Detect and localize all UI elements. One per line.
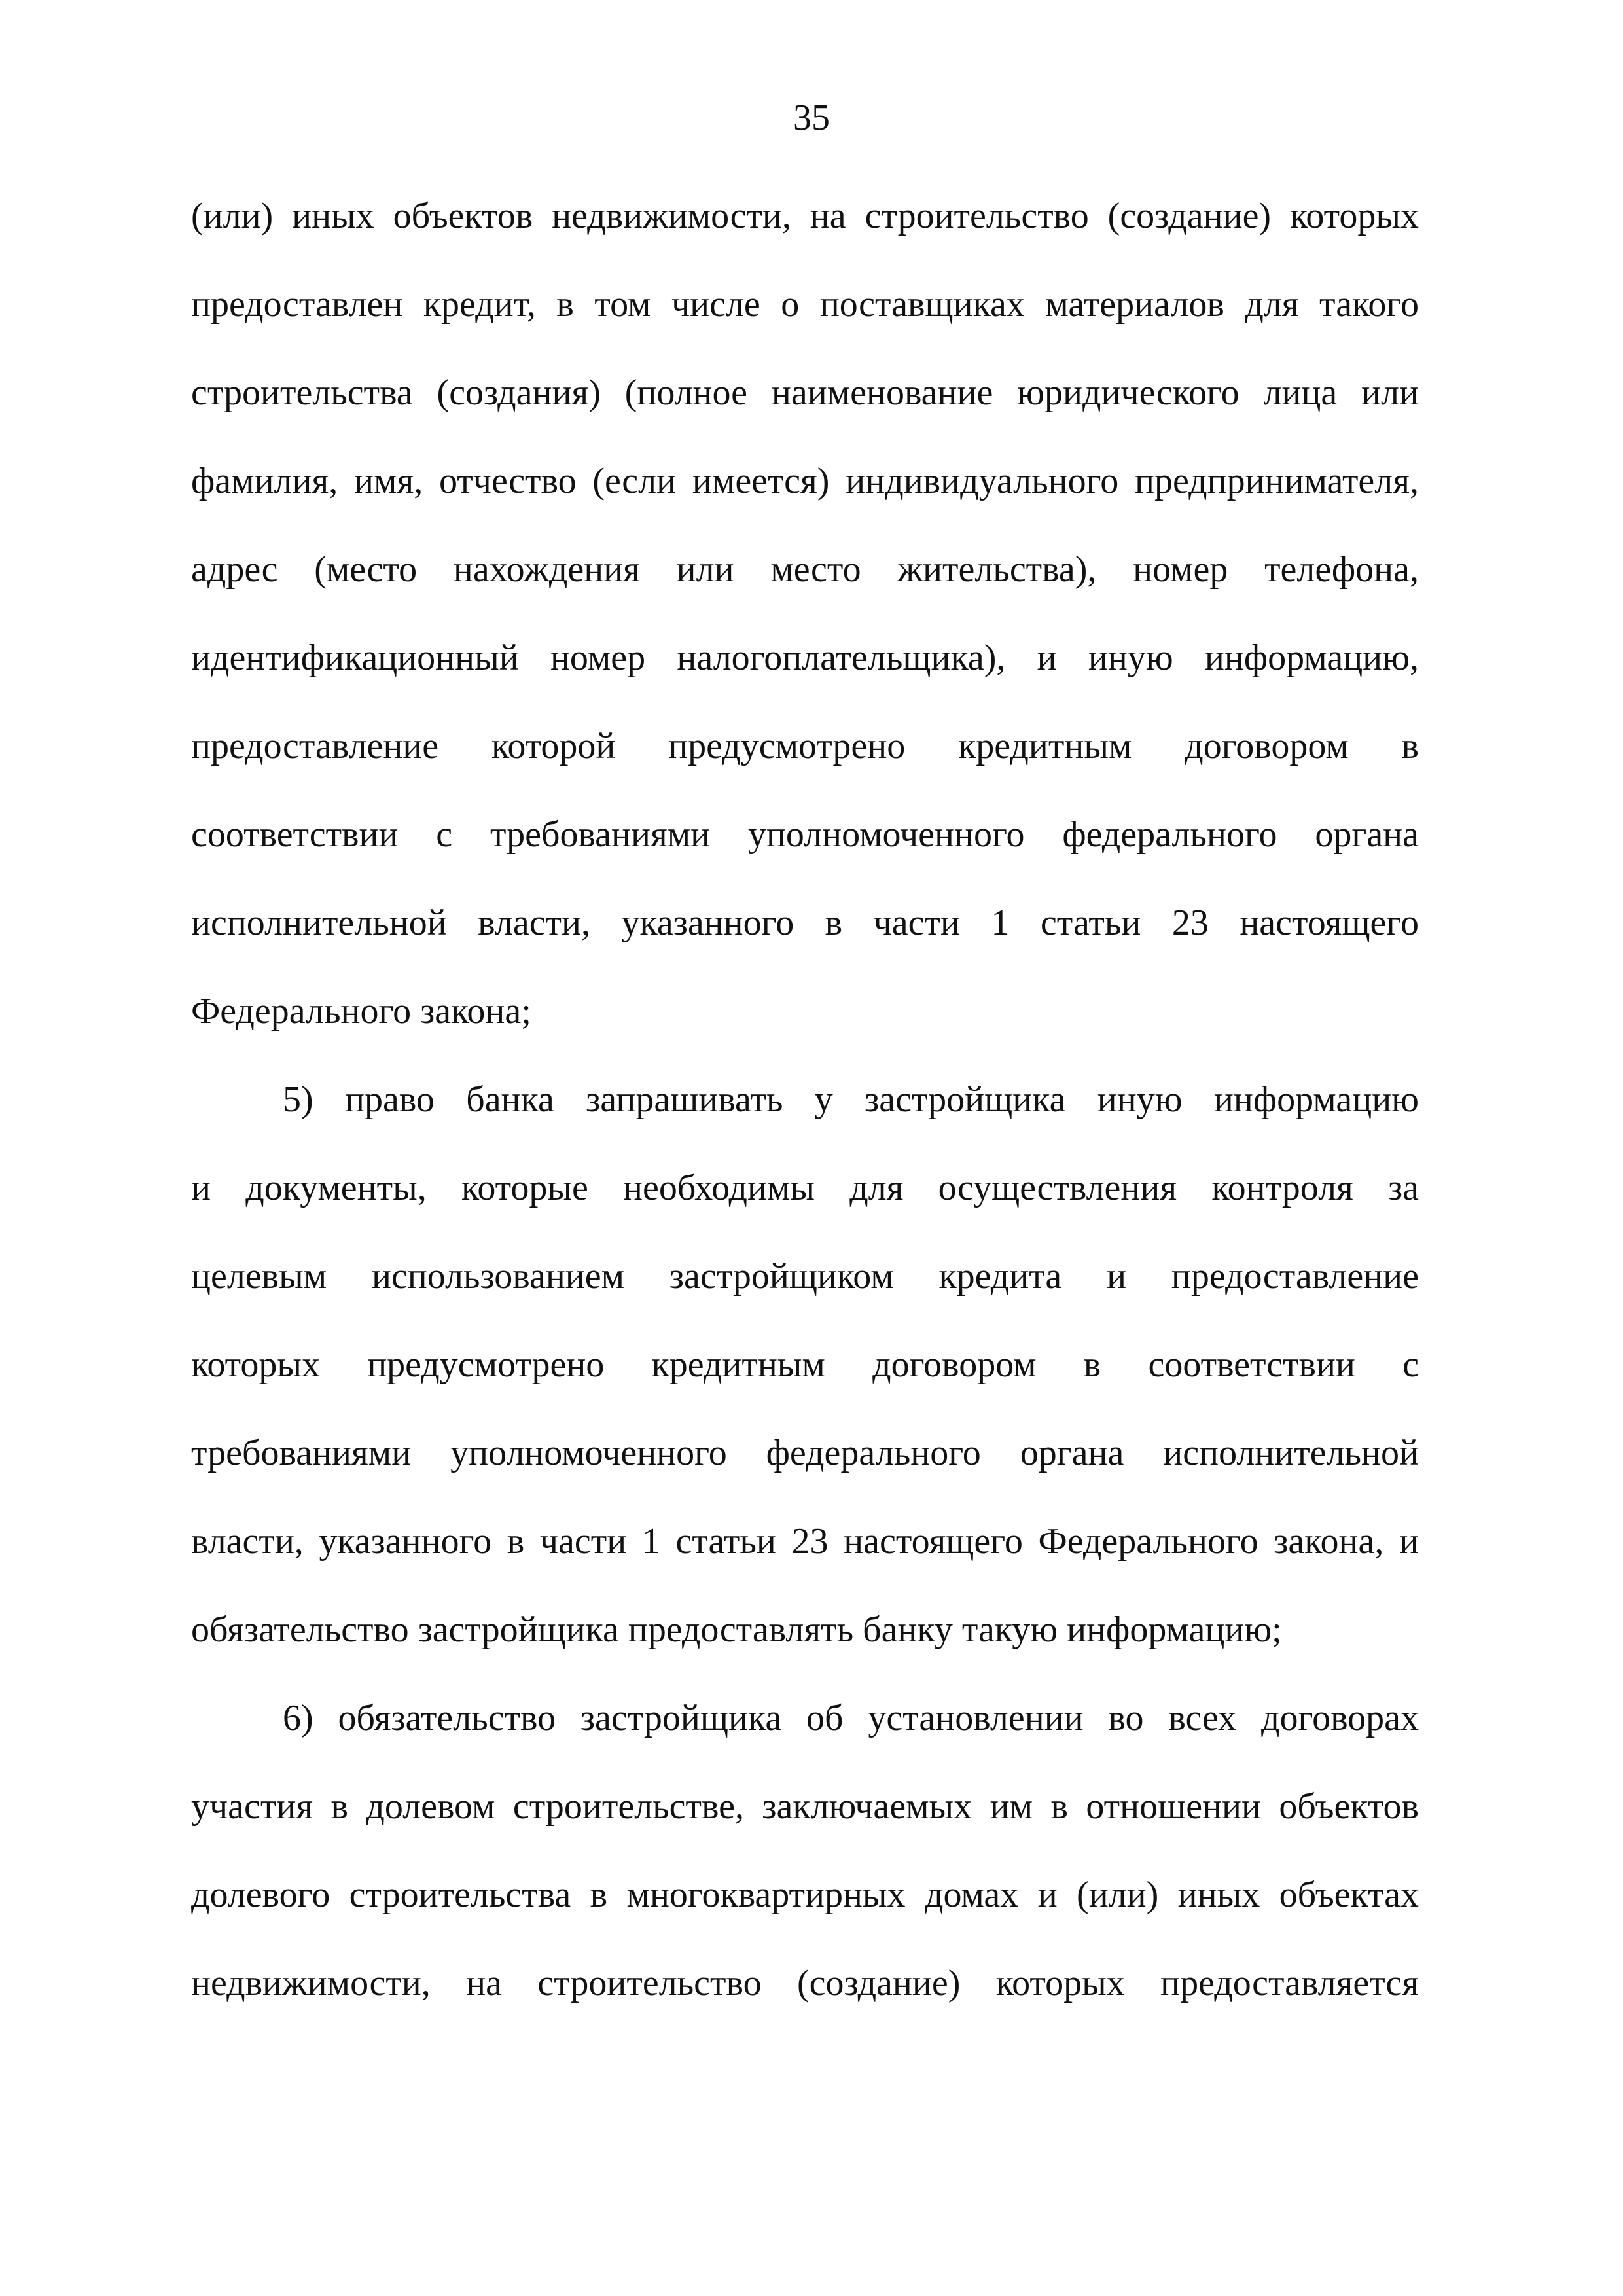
text-line: строительства (создания) (полное наименование юридического лица или — [191, 372, 1419, 413]
text-line: идентификационный номер налогоплательщика), и иную информацию, — [191, 637, 1419, 678]
text-line: соответствии с требованиями уполномоченного федерального органа — [191, 814, 1419, 855]
text-line: предоставлен кредит, в том числе о поставщиках материалов для такого — [191, 284, 1419, 325]
text-line: участия в долевом строительстве, заключаемых им в отношении объектов — [191, 1786, 1419, 1827]
page-number: 35 — [793, 98, 830, 138]
text-line: обязательство застройщика предоставлять банку такую информацию; — [191, 1609, 1282, 1650]
text-line: исполнительной власти, указанного в части 1 статьи 23 настоящего — [191, 903, 1419, 943]
text-line: Федерального закона; — [191, 991, 531, 1031]
text-line: власти, указанного в части 1 статьи 23 настоящего Федерального закона, и — [191, 1521, 1419, 1562]
text-line: целевым использованием застройщиком кредита и предоставление — [191, 1256, 1419, 1297]
text-line: (или) иных объектов недвижимости, на строительство (создание) которых — [191, 196, 1419, 236]
text-line: требованиями уполномоченного федерального органа исполнительной — [191, 1433, 1419, 1473]
text-line: долевого строительства в многоквартирных домах и (или) иных объектах — [191, 1874, 1419, 1915]
text-line: которых предусмотрено кредитным договором в соответствии с — [191, 1344, 1419, 1385]
text-line: недвижимости, на строительство (создание) которых предоставляется — [191, 1963, 1419, 2003]
text-line: фамилия, имя, отчество (если имеется) индивидуального предпринимателя, — [191, 461, 1419, 501]
text-line: предоставление которой предусмотрено кредитным договором в — [191, 726, 1419, 766]
text-line: 5) право банка запрашивать у застройщика иную информацию — [283, 1079, 1419, 1120]
text-line: адрес (место нахождения или место жительства), номер телефона, — [191, 549, 1419, 590]
text-line: 6) обязательство застройщика об установлении во всех договорах — [283, 1698, 1419, 1738]
text-line: и документы, которые необходимы для осуществления контроля за — [191, 1168, 1419, 1208]
